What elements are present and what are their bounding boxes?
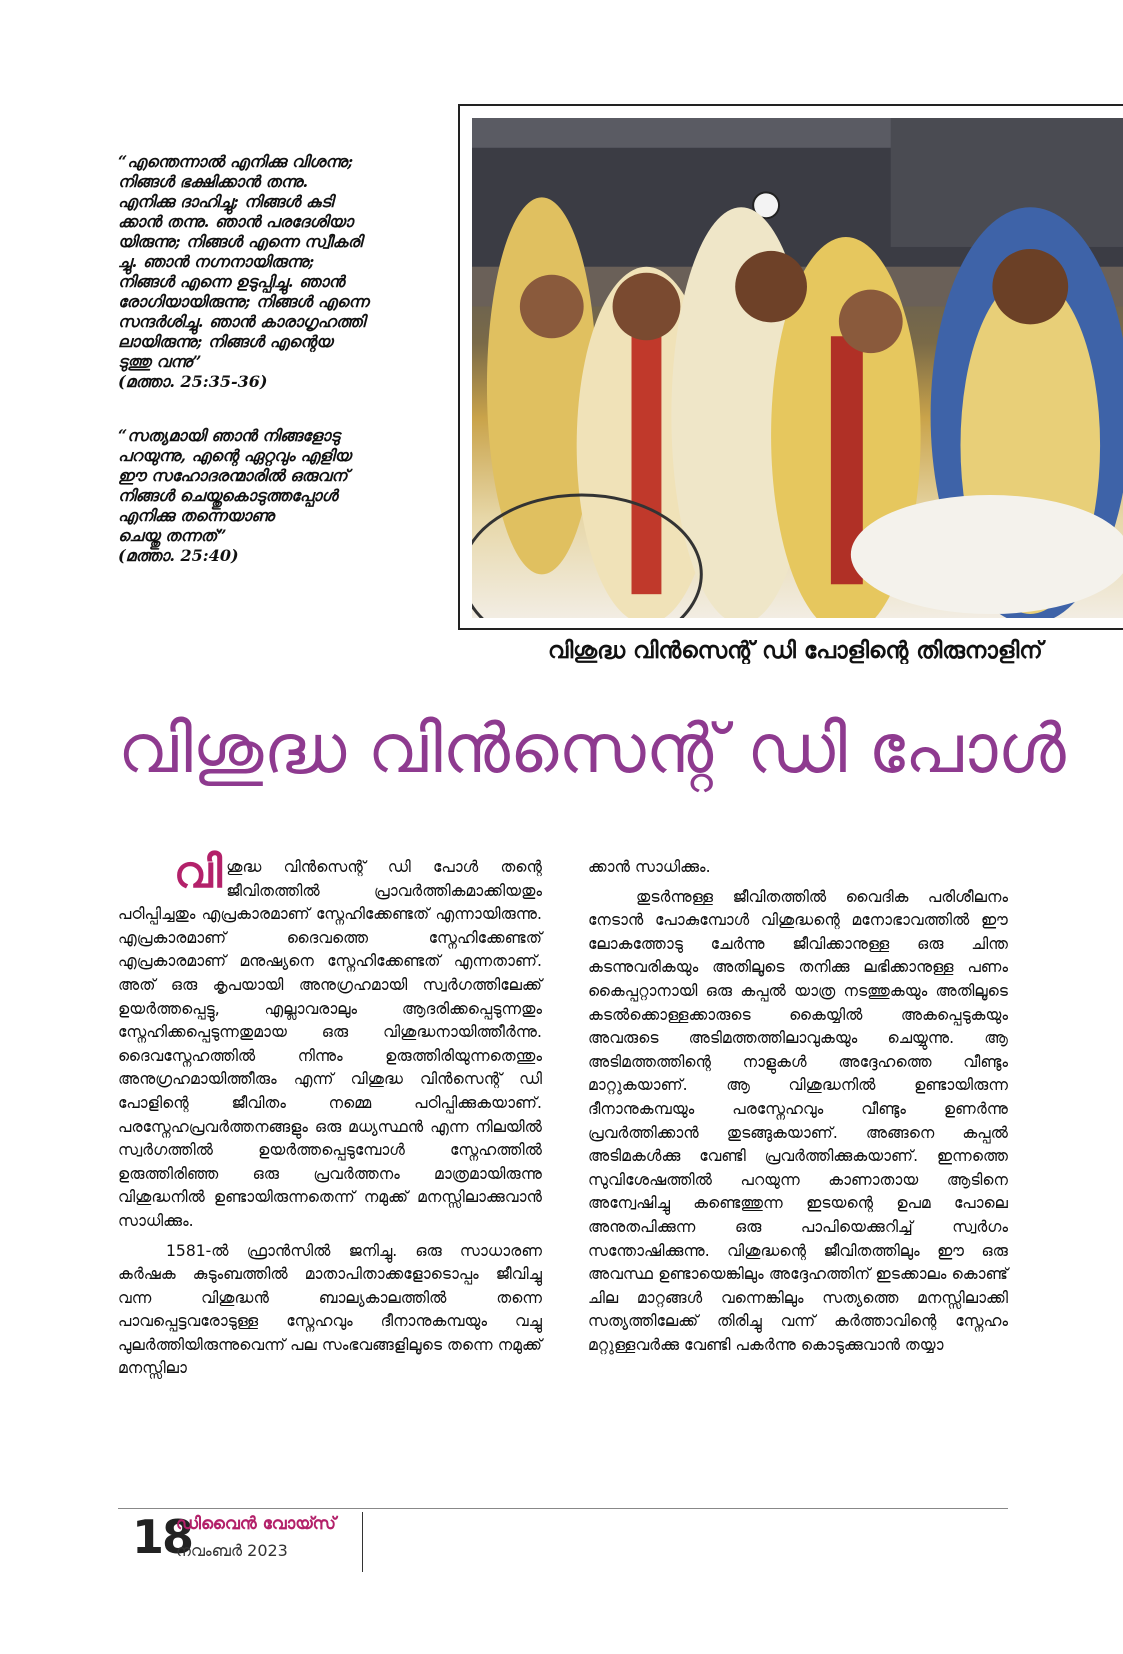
event-photo	[472, 118, 1123, 618]
footer-divider	[118, 1508, 1008, 1509]
issue-date: നവംബർ 2023	[176, 1541, 288, 1560]
photo-frame	[458, 104, 1123, 630]
quote-block	[118, 152, 448, 392]
article-paragraph: 1581-ൽ ഫ്രാൻസിൽ ജനിച്ചു. ഒരു സാധാരണ കർഷക കുടുംബത്തിൽ മാതാപിതാക്കളോടൊപ്പം ജീവിച്ചു വന്ന വിശുദ്ധൻ ബാല്യകാലത്തിൽ തന്നെ പാവപ്പെട്ടവരോടുള്ള സ്നേഹവും ദീനാനുകമ്പയും വച്ചു പുലർത്തിയിരുന്നുവെന്ന് പല സംഭവങ്ങളിലൂടെ തന്നെ നമുക്ക് മനസ്സിലാ	[118, 1241, 542, 1378]
footer-rule	[362, 1512, 363, 1572]
article-column-left	[118, 847, 542, 1387]
quote-text: “എന്തെന്നാൽ എനിക്കു വിശന്നു; നിങ്ങൾ ഭക്ഷിക്കാൻ തന്നു. എനിക്കു ദാഹിച്ചു; നിങ്ങൾ കുടി ക്കാൻ തന്നു. ഞാൻ പരദേശിയാ യിരുന്നു; നിങ്ങൾ എന്നെ സ്വീകരി ച്ചു. ഞാൻ നഗ്നനായിരുന്നു; നിങ്ങൾ എന്നെ ഉടുപ്പിച്ചു. ഞാൻ രോഗിയായിരുന്നു; നിങ്ങൾ എന്നെ സന്ദർശിച്ചു. ഞാൻ കാരാഗൃഹത്തി ലായിരുന്നു; നിങ്ങൾ എന്റെയ ടുത്തു വന്നു”	[118, 152, 369, 371]
quote-reference: (മത്താ. 25:35-36)	[118, 372, 268, 391]
article-paragraph: തുടർന്നുള്ള ജീവിതത്തിൽ വൈദിക പരിശീലനം നേടാൻ പോകുമ്പോൾ വിശുദ്ധന്റെ മനോഭാവത്തിൽ ഈ ലോകത്തോടു ചേർന്നു ജീവിക്കാനുള്ള ഒരു ചിന്ത കടന്നുവരികയും അതിലൂടെ തനിക്കു ലഭിക്കാനുള്ള പണം കൈപ്പറ്റാനായി ഒരു കപ്പൽ യാത്ര നടത്തുകയും അതിലൂടെ കടൽക്കൊള്ളക്കാരുടെ കൈയ്യിൽ അകപ്പെടുകയും അവരുടെ അടിമത്തത്തിലാവുകയും ചെയ്യുന്നു. ആ അടിമത്തത്തിന്റെ നാളുകൾ അദ്ദേഹത്തെ വീണ്ടും മാറ്റുകയാണ്. ആ വിശുദ്ധനിൽ ഉണ്ടായിരുന്ന ദീനാനുകമ്പയും പരസ്നേഹവും വീണ്ടും ഉണർന്നു പ്രവർത്തിക്കാൻ തുടങ്ങുകയാണ്. അങ്ങനെ കപ്പൽ അടിമകൾക്കു വേണ്ടി പ്രവർത്തിക്കുകയാണ്. ഇന്നത്തെ സുവിശേഷത്തിൽ പറയുന്ന കാണാതായ ആടിനെ അന്വേഷിച്ചു കണ്ടെത്തുന്ന ഇടയന്റെ ഉപമ പോലെ അനുതപിക്കുന്ന ഒരു പാപിയെക്കുറിച്ച് സ്വർഗം സന്തോഷിക്കുന്നു. വിശുദ്ധന്റെ ജീവിതത്തിലും ഈ ഒരു അവസ്ഥ ഉണ്ടായെങ്കിലും അദ്ദേഹത്തിന് ഇടക്കാലം കൊണ്ട് ചില മാറ്റങ്ങൾ വന്നെങ്കിലും സത്യത്തെ മനസ്സിലാക്കി സത്യത്തിലേക്ക് തിരിച്ചു വന്ന് കർത്താവിന്റെ സ്നേഹം മറ്റുള്ളവർക്കു വേണ്ടി പകർന്നു കൊടുക്കുവാൻ തയ്യാ	[588, 887, 1008, 1354]
photo-caption: വിശുദ്ധ വിൻസെന്റ് ഡി പോളിന്റെ തിരുനാളിന്	[548, 638, 1043, 664]
article-column-right	[588, 856, 1008, 1363]
photo-illustration	[472, 118, 1123, 618]
quote-reference: (മത്താ. 25:40)	[118, 546, 239, 565]
drop-cap: വി	[174, 847, 223, 898]
article-title: വിശുദ്ധ വിൻസെന്റ് ഡി പോൾ	[118, 710, 1066, 789]
article-paragraph: ക്കാൻ സാധിക്കും.	[588, 858, 711, 876]
magazine-name: ഡിവൈൻ വോയ്സ്	[176, 1514, 336, 1534]
scripture-quotes	[118, 152, 448, 600]
quote-text: “സത്യമായി ഞാൻ നിങ്ങളോടു പറയുന്നു, എന്റെ ഏറ്റവും എളിയ ഈ സഹോദരന്മാരിൽ ഒരുവന് നിങ്ങൾ ചെയ്തുകൊടുത്തപ്പോൾ എനിക്കു തന്നെയാണു ചെയ്തു തന്നത്”	[118, 426, 351, 545]
paragraph-text: ശുദ്ധ വിൻസെന്റ് ഡി പോൾ തന്റെ ജീവിതത്തിൽ പ്രാവർത്തികമാക്കിയതും പഠിപ്പിച്ചതും എപ്രകാരമാണ് സ്നേഹിക്കേണ്ടത് എന്നായിരുന്നു. എപ്രകാരമാണ് ദൈവത്തെ സ്നേഹിക്കേണ്ടത് എപ്രകാരമാണ് മനുഷ്യനെ സ്നേഹിക്കേണ്ടത് എന്നതാണ്. അത് ഒരു കൃപയായി അനുഗ്രഹമായി സ്വർഗത്തിലേക്ക് ഉയർത്തപ്പെട്ടു, എല്ലാവരാലും ആദരിക്കപ്പെടുന്നതും സ്നേഹിക്കപ്പെടുന്നതുമായ ഒരു വിശുദ്ധനായിത്തീർന്നു. ദൈവസ്നേഹത്തിൽ നിന്നും ഉരുത്തിരിയുന്നതെന്തും അനുഗ്രഹമായിത്തീരും എന്ന് വിശുദ്ധ വിൻസെന്റ് ഡി പോളിന്റെ ജീവിതം നമ്മെ പഠിപ്പിക്കുകയാണ്. പരസ്നേഹപ്രവർത്തനങ്ങളും ഒരു മധ്യസ്ഥൻ എന്ന നിലയിൽ സ്വർഗത്തിൽ ഉയർത്തപ്പെടുമ്പോൾ സ്നേഹത്തിൽ ഉരുത്തിരിഞ്ഞ ഒരു പ്രവർത്തനം മാത്രമായിരുന്നു വിശുദ്ധനിൽ ഉണ്ടായിരുന്നതെന്ന് നമുക്ക് മനസ്സിലാക്കുവാൻ സാധിക്കും.	[118, 858, 542, 1230]
quote-block	[118, 426, 448, 566]
article-paragraph	[118, 847, 542, 1234]
page-number: 18	[132, 1510, 193, 1564]
